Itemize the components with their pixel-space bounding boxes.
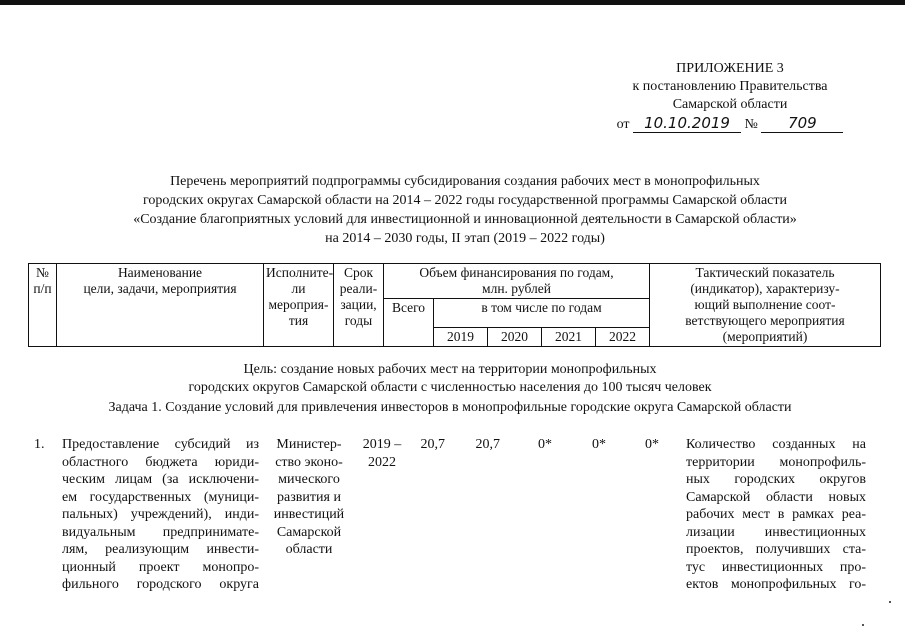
header-year: 2019 bbox=[434, 328, 488, 347]
appendix-block bbox=[590, 60, 870, 134]
title-line: на 2014 – 2030 годы, II этап (2019 – 2022 годы) bbox=[325, 231, 605, 246]
appendix-line-2: Самарской области bbox=[672, 97, 788, 112]
header-total: Всего bbox=[384, 299, 434, 347]
goal-text: Цель: создание новых рабочих мест на территории монопрофильных городских округов Самарской области с численностью населения до 100 тысяч человек bbox=[188, 362, 712, 395]
row-indicator: Количество созданных на территории монопрофиль- ных городских округов Самарской области новых рабочих мест в рамках реа- лизации инвестиционных проектов, получивших ста- тус инвестиционных про- ектов монопрофильных го- bbox=[686, 437, 866, 592]
scan-speck bbox=[889, 601, 891, 603]
row-total: 20,7 bbox=[420, 437, 445, 452]
header-name: Наименование цели, задачи, мероприятия bbox=[57, 264, 264, 347]
row-2022: 0* bbox=[645, 437, 659, 452]
appendix-title: ПРИЛОЖЕНИЕ 3 bbox=[676, 61, 784, 76]
appendix-signature-line bbox=[590, 114, 870, 134]
header-year: 2021 bbox=[542, 328, 596, 347]
title-line: Перечень мероприятий подпрограммы субсидирования создания рабочих мест в монопрофильных bbox=[170, 174, 760, 189]
handwritten-date: 10.10.2019 bbox=[633, 114, 741, 133]
title-line: «Создание благоприятных условий для инвестиционной и инновационной деятельности в Самарской области» bbox=[133, 212, 797, 227]
document-title bbox=[70, 172, 860, 248]
row-2021: 0* bbox=[592, 437, 606, 452]
measures-table-header bbox=[28, 263, 881, 347]
handwritten-number: 709 bbox=[761, 114, 843, 133]
row-measure-name: Предоставление субсидий из областного бюджета юриди- ческим лицам (за исключени- ем государственных (муници- пальных) учреждений), инди- видуальным предпринимате- лям, реализующим инвести- ционный проект монопро- фильного городского округа bbox=[62, 437, 259, 592]
row-number: 1. bbox=[34, 437, 45, 452]
top-border bbox=[0, 0, 905, 5]
row-term: 2019 – 2022 bbox=[362, 437, 402, 470]
number-label: № bbox=[744, 117, 758, 132]
title-line: городских округах Самарской области на 2014 – 2022 годы государственной программы Самарской области bbox=[142, 193, 788, 208]
header-financing: Объем финансирования по годам, млн. рублей bbox=[384, 264, 650, 299]
row-2020: 0* bbox=[538, 437, 552, 452]
header-indicator: Тактический показатель (индикатор), характеризу- ющий выполнение соот- ветствующего мероприятия (мероприятий) bbox=[650, 264, 881, 347]
row-2019: 20,7 bbox=[475, 437, 500, 452]
header-term: Срок реали- зации, годы bbox=[334, 264, 384, 347]
header-year: 2022 bbox=[596, 328, 650, 347]
appendix-line-1: к постановлению Правительства bbox=[632, 79, 828, 94]
scan-speck bbox=[862, 624, 864, 626]
task-heading: Задача 1. Создание условий для привлечения инвесторов в монопрофильные городские округа Самарской области bbox=[108, 400, 792, 415]
header-number: № п/п bbox=[29, 264, 57, 347]
header-by-year: в том числе по годам bbox=[434, 299, 650, 328]
header-executor: Исполните- ли мероприя- тия bbox=[264, 264, 334, 347]
from-label: от bbox=[616, 117, 630, 132]
header-year: 2020 bbox=[488, 328, 542, 347]
row-executor: Министер- ство эконо- мического развития и инвестиций Самарской области bbox=[273, 437, 345, 557]
